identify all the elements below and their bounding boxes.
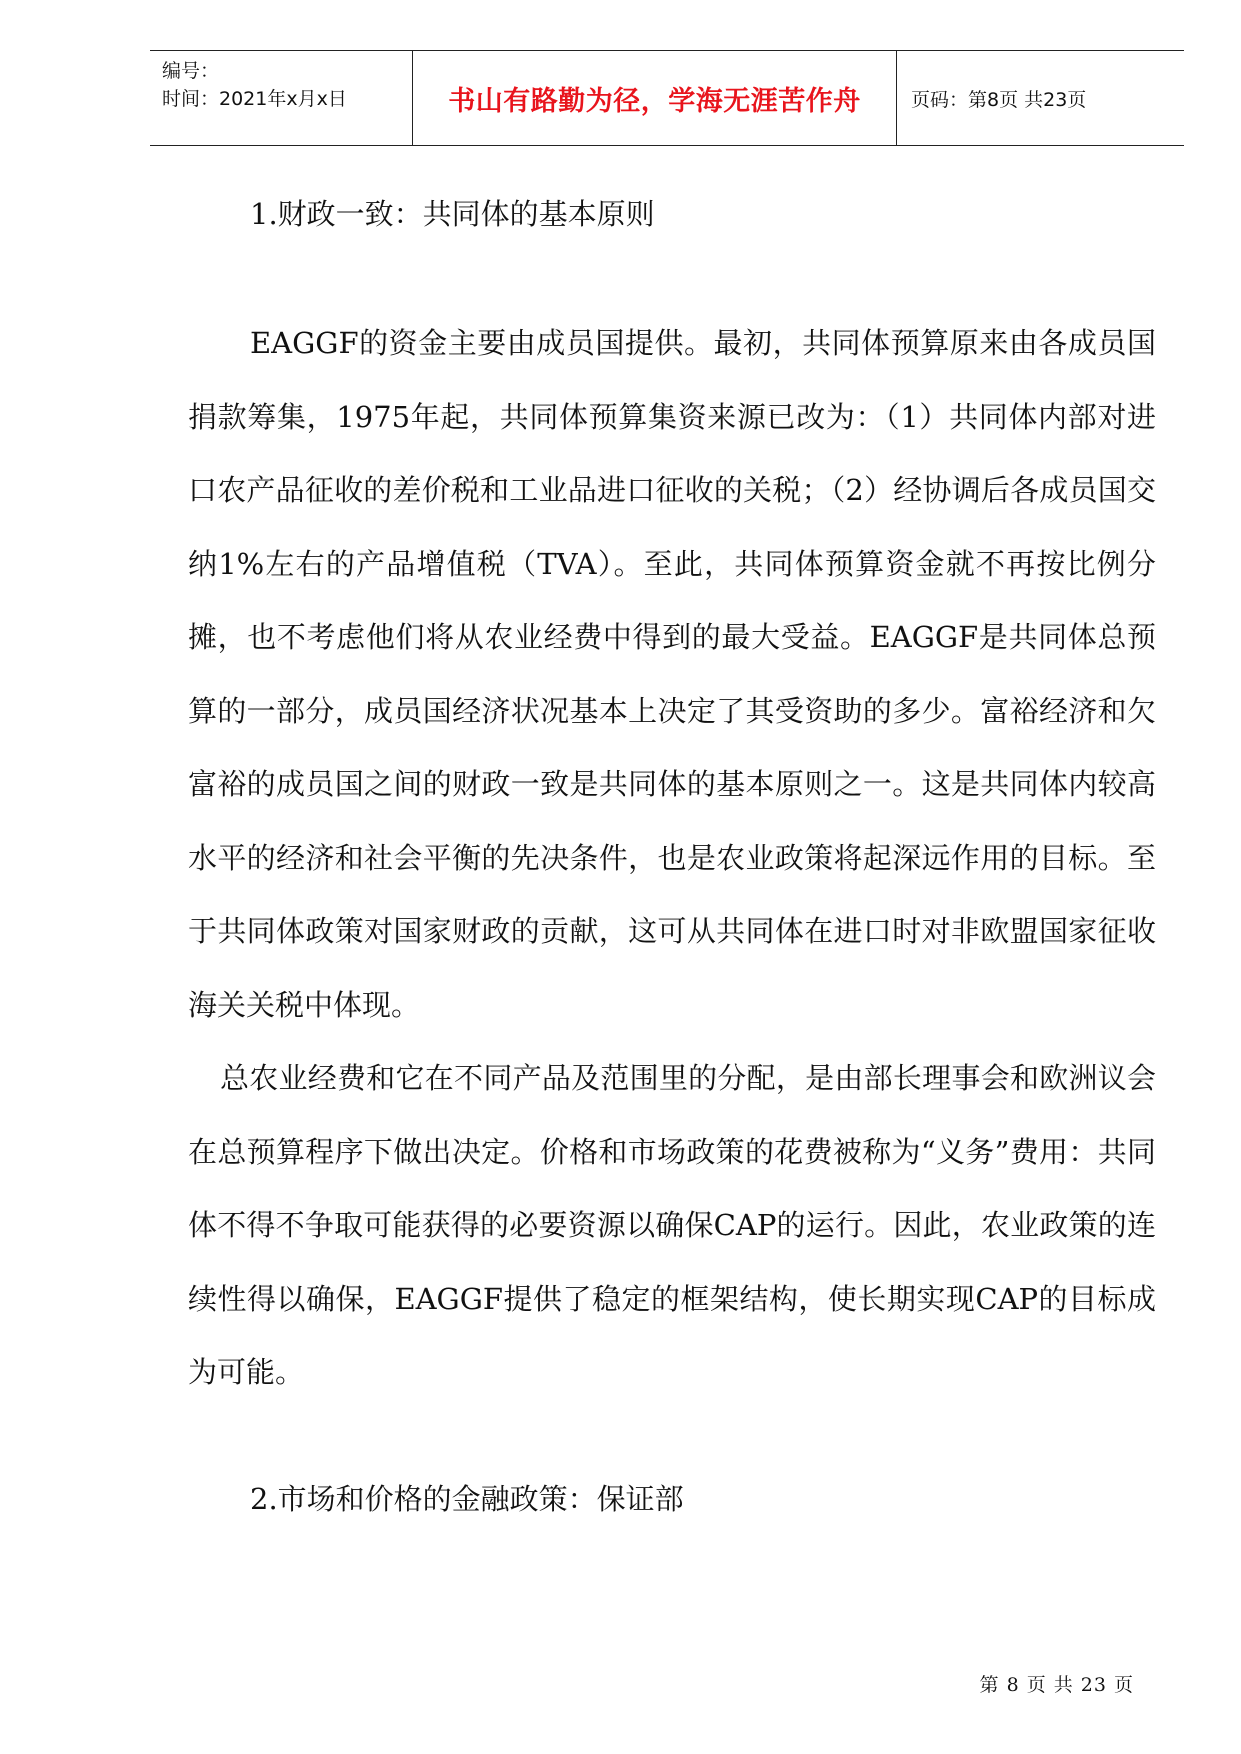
document-body (188, 182, 1156, 1531)
body-paragraph-2: 总农业经费和它在不同产品及范围里的分配，是由部长理事会和欧洲议会在总预算程序下做出决定。价格和市场政策的花费被称为“义务”费用：共同体不得不争取可能获得的必要资源以确保CAP的运行。因此，农业政策的连续性得以确保，EAGGF提供了稳定的框架结构，使长期实现CAP的目标成为可能。 (188, 1061, 1156, 1389)
header-motto-cell (412, 51, 897, 145)
section-heading-2: 2.市场和价格的金融政策：保证部 (250, 1481, 684, 1516)
page-footer: 第 8 页 共 23 页 (979, 1674, 1134, 1696)
header-page-info: 页码：第8页 共23页 (911, 88, 1087, 111)
time-label: 时间：2021年x月x日 (162, 88, 347, 110)
serial-number-label: 编号： (162, 60, 220, 82)
section-heading-1: 1.财政一致：共同体的基本原则 (250, 197, 655, 231)
header-page-cell (897, 51, 1184, 145)
body-paragraph-1: EAGGF的资金主要由成员国提供。最初，共同体预算原来由各成员国捐款筹集，1975年起，共同体预算集资来源已改为：（1）共同体内部对进口农产品征收的差价税和工业品进口征收的关税；（2）经协调后各成员国交纳1%左右的产品增值税（TVA）。至此，共同体预算资金就不再按比例分摊，也不考虑他们将从农业经费中得到的最大受益。EAGGF是共同体总预算的一部分，成员国经济状况基本上决定了其受资助的多少。富裕经济和欠富裕的成员国之间的财政一致是共同体的基本原则之一。这是共同体内较高水平的经济和社会平衡的先决条件，也是农业政策将起深远作用的目标。至于共同体政策对国家财政的贡献，这可从共同体在进口时对非欧盟国家征收海关关税中体现。 (188, 326, 1156, 1022)
header-meta-cell (150, 51, 412, 145)
page-header (150, 50, 1184, 146)
header-motto: 书山有路勤为径，学海无涯苦作舟 (448, 85, 861, 117)
